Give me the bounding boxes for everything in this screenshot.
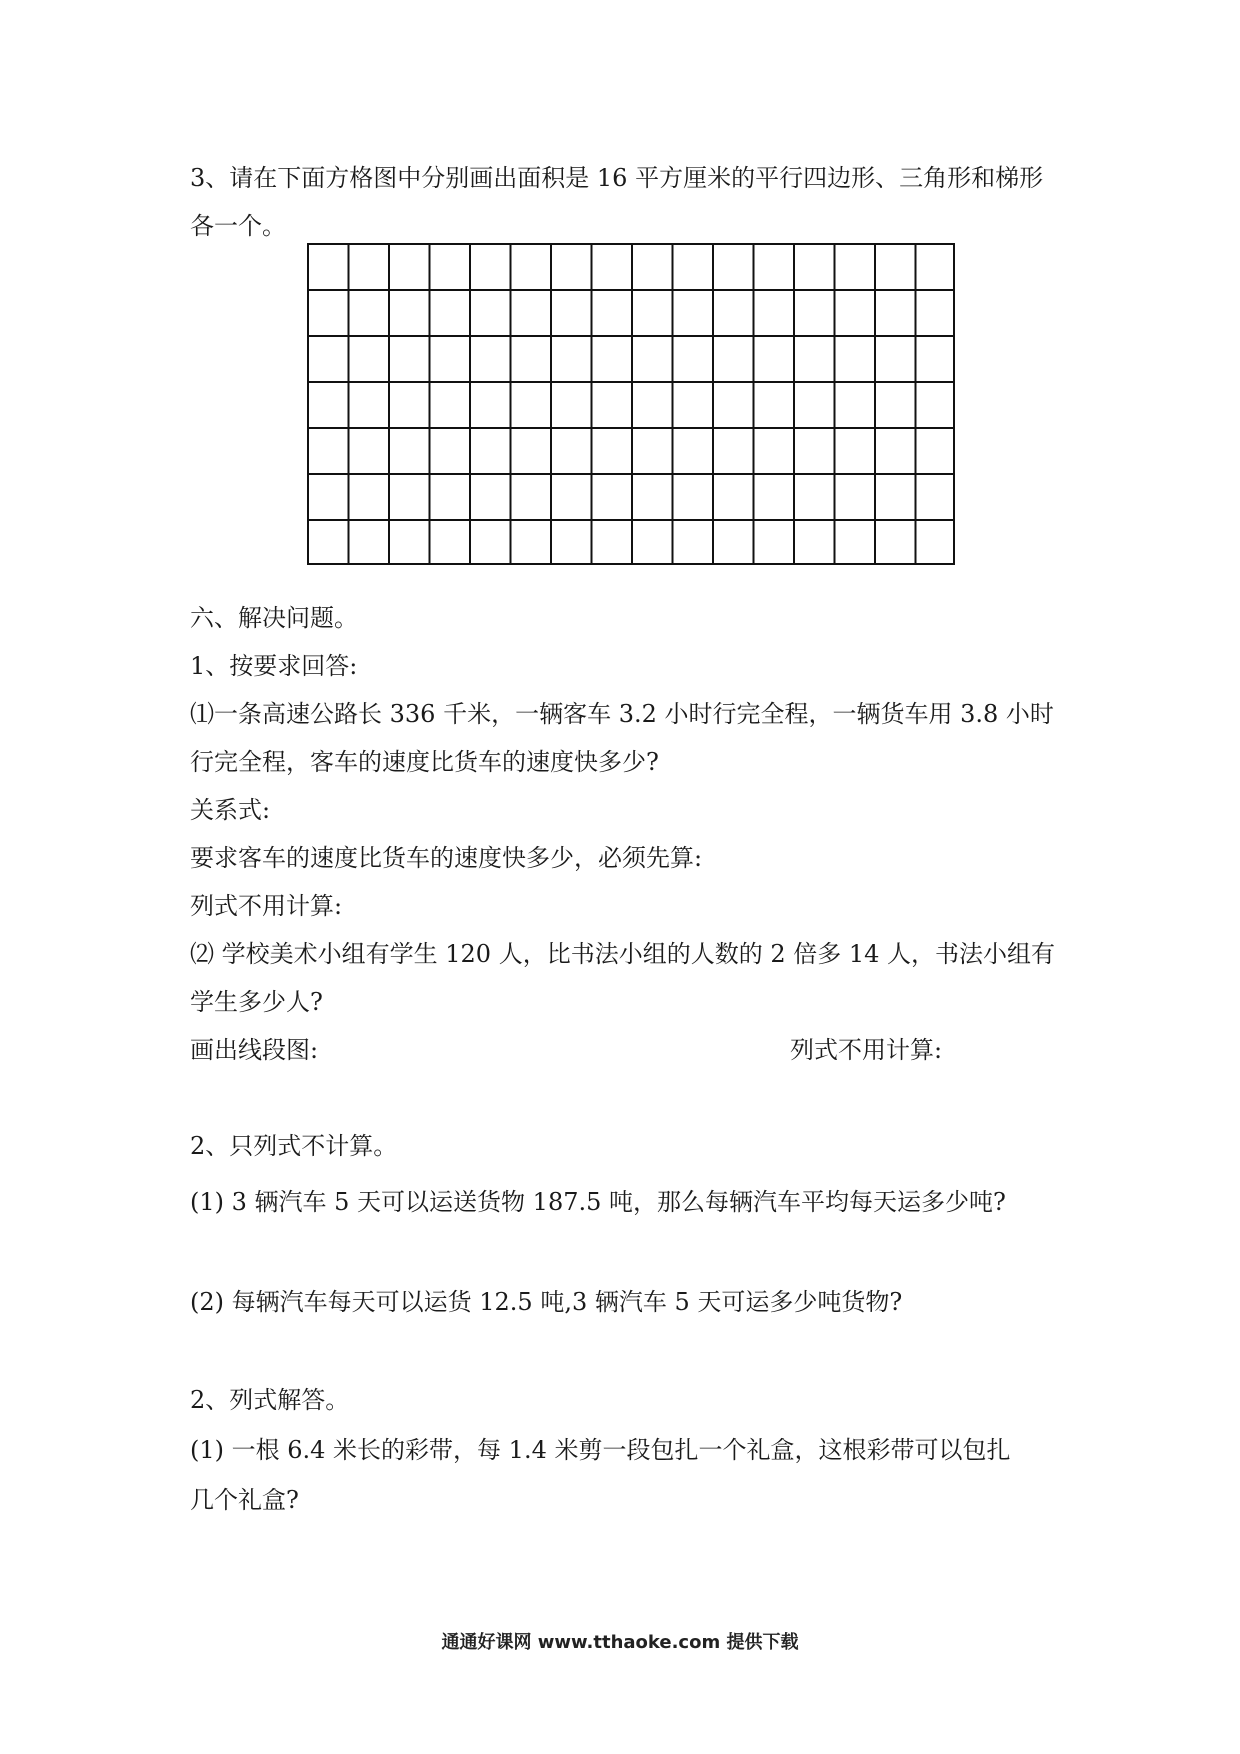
question-3-line-2: 各一个。 — [190, 212, 286, 240]
problem-1-1-line-2: 行完全程，客车的速度比货车的速度快多少? — [190, 748, 659, 776]
problem-3-title: 2、列式解答。 — [190, 1386, 350, 1414]
problem-1-2-line-2: 学生多少人? — [190, 988, 323, 1016]
first-step-label: 要求客车的速度比货车的速度快多少，必须先算: — [190, 844, 703, 872]
problem-2-title: 2、只列式不计算。 — [190, 1132, 398, 1160]
formula-label: 列式不用计算: — [190, 892, 343, 920]
draw-segment-label: 画出线段图: — [190, 1036, 319, 1064]
relation-label: 关系式: — [190, 796, 271, 824]
problem-3-1-line-2: 几个礼盒? — [190, 1486, 299, 1514]
problem-3-1-line-1: (1) 一根 6.4 米长的彩带，每 1.4 米剪一段包扎一个礼盒，这根彩带可以包扎 — [190, 1436, 1011, 1464]
problem-1-1-line-1: ⑴一条高速公路长 336 千米，一辆客车 3.2 小时行完全程，一辆货车用 3.8 小时 — [190, 700, 1054, 728]
problem-1-2-line-1: ⑵ 学校美术小组有学生 120 人，比书法小组的人数的 2 倍多 14 人，书法小组有 — [190, 940, 1056, 968]
section-6-heading: 六、解决问题。 — [190, 604, 358, 632]
problem-2-1: (1) 3 辆汽车 5 天可以运送货物 187.5 吨，那么每辆汽车平均每天运多少吨? — [190, 1188, 1006, 1216]
footer-credit: 通通好课网 www.tthaoke.com 提供下载 — [441, 1632, 799, 1653]
formula-label-2: 列式不用计算: — [790, 1036, 943, 1064]
problem-1-title: 1、按要求回答: — [190, 652, 358, 680]
square-grid — [307, 243, 955, 565]
problem-2-2: (2) 每辆汽车每天可以运货 12.5 吨,3 辆汽车 5 天可运多少吨货物? — [190, 1288, 903, 1316]
question-3-line-1: 3、请在下面方格图中分别画出面积是 16 平方厘米的平行四边形、三角形和梯形 — [190, 164, 1044, 192]
